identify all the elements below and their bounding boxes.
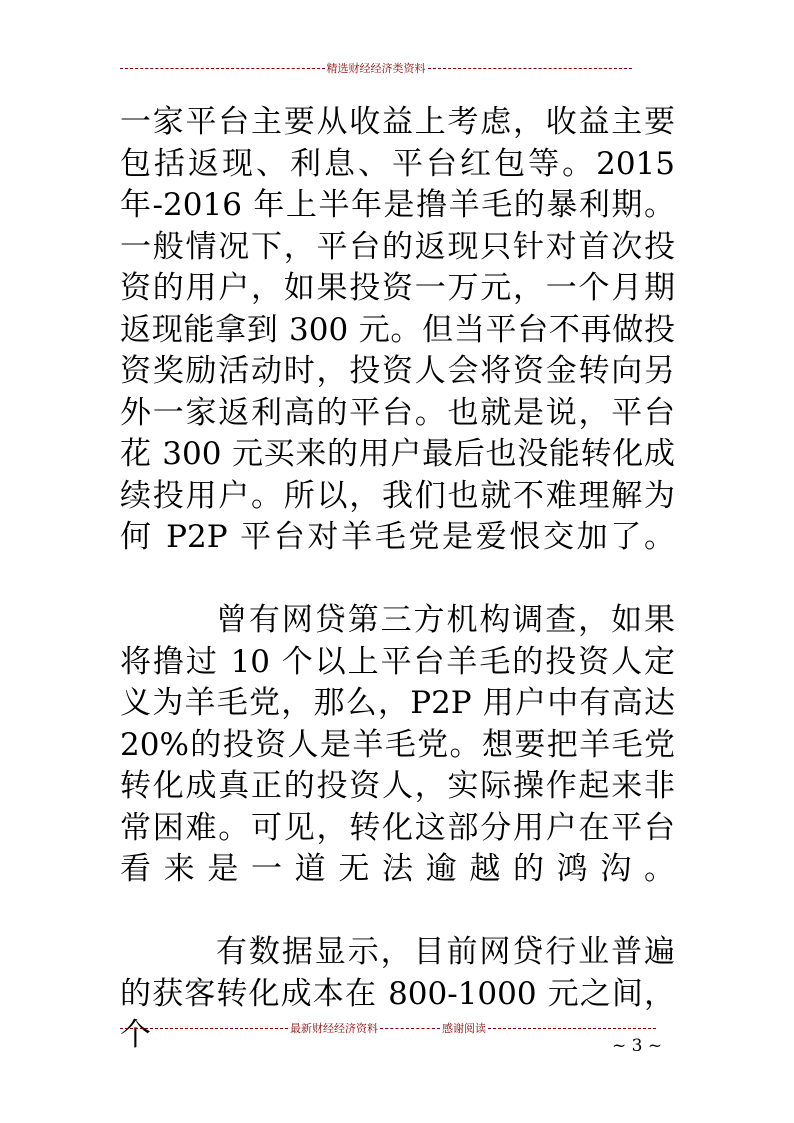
- footer-dash-middle: [380, 1028, 440, 1029]
- page-header: [120, 60, 632, 76]
- header-dash-left: [120, 68, 325, 69]
- page-number: ~ 3 ~: [612, 1036, 663, 1056]
- header-text: 精选财经经济类资料: [326, 62, 426, 75]
- paragraph-3: 有数据显示，目前网贷行业普遍的获客转化成本在 800-1000 元之间，个: [120, 934, 675, 1053]
- footer-left-text: 最新财经经济资料: [290, 1022, 378, 1035]
- document-body: [120, 102, 675, 1057]
- header-dash-right: [428, 68, 633, 69]
- footer-right-text: 感谢阅读: [442, 1022, 486, 1035]
- footer-dash-right: [488, 1028, 656, 1029]
- paragraph-1: 一家平台主要从收益上考虑，收益主要包括返现、利息、平台红包等。2015 年-2016 年上半年是撸羊毛的暴利期。一般情况下，平台的返现只针对首次投资的用户，如果投资一万元，一个月期返现能拿到 300 元。但当平台不再做投资奖励活动时，投资人会将资金转向另外一家返利高的平台。也就是说，平台花 300 元买来的用户最后也没能转化成续投用户。所以，我们也就不难理解为何 P2P 平台对羊毛党是爱恨交加了。: [120, 104, 675, 555]
- paragraph-2: 曾有网贷第三方机构调查，如果将撸过 10 个以上平台羊毛的投资人定义为羊毛党，那么，P2P 用户中有高达 20%的投资人是羊毛党。想要把羊毛党转化成真正的投资人，实际操作起来非常困难。可见，转化这部分用户在平台看来是一道无法逾越的鸿沟。: [120, 602, 675, 887]
- footer-dash-left: [120, 1028, 288, 1029]
- page-footer: [120, 1020, 656, 1036]
